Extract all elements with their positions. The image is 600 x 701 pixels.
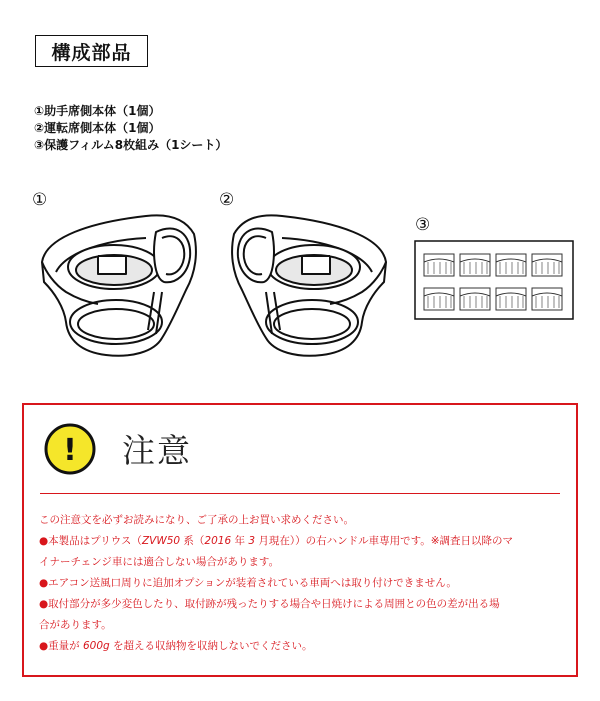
caution-note-line: ●重量が 600g を超える収納物を収納しないでください。	[39, 640, 313, 652]
svg-text:!: !	[63, 433, 77, 468]
parts-list-item: ③保護フィルム8枚組み（1シート）	[34, 138, 228, 152]
figure-label-2: ②	[219, 190, 235, 210]
passenger-side-holder-drawing	[36, 212, 206, 362]
protective-film-sheet-drawing	[414, 240, 574, 320]
figure-label-1: ①	[32, 190, 48, 210]
exclamation-icon	[43, 422, 97, 476]
section-title: 構成部品	[35, 35, 148, 67]
caution-note-line: この注意文を必ずお読みになり、ご了承の上お買い求めください。	[39, 514, 354, 526]
driver-side-holder-drawing	[222, 212, 392, 362]
parts-list	[34, 103, 227, 154]
caution-notes	[39, 510, 569, 657]
caution-divider	[40, 493, 560, 494]
caution-note-line: イナーチェンジ車には適合しない場合があります。	[39, 556, 280, 568]
parts-list-item: ②運転席側本体（1個）	[34, 121, 161, 135]
caution-note-line: 合があります。	[39, 619, 112, 631]
caution-note-line: ●取付部分が多少変色したり、取付跡が残ったりする場合や日焼けによる周囲との色の差が出る場	[39, 598, 500, 610]
figure-label-3: ③	[415, 215, 431, 235]
caution-title: 注意	[122, 431, 192, 470]
parts-list-item: ①助手席側本体（1個）	[34, 104, 161, 118]
caution-box	[22, 403, 578, 677]
caution-note-line: ●エアコン送風口周りに追加オプションが装着されている車両へは取り付けできません。	[39, 577, 457, 589]
caution-note-line: ●本製品はプリウス（ZVW50 系（2016 年 3 月現在））の右ハンドル車専用です。※調査日以降のマ	[39, 535, 514, 547]
